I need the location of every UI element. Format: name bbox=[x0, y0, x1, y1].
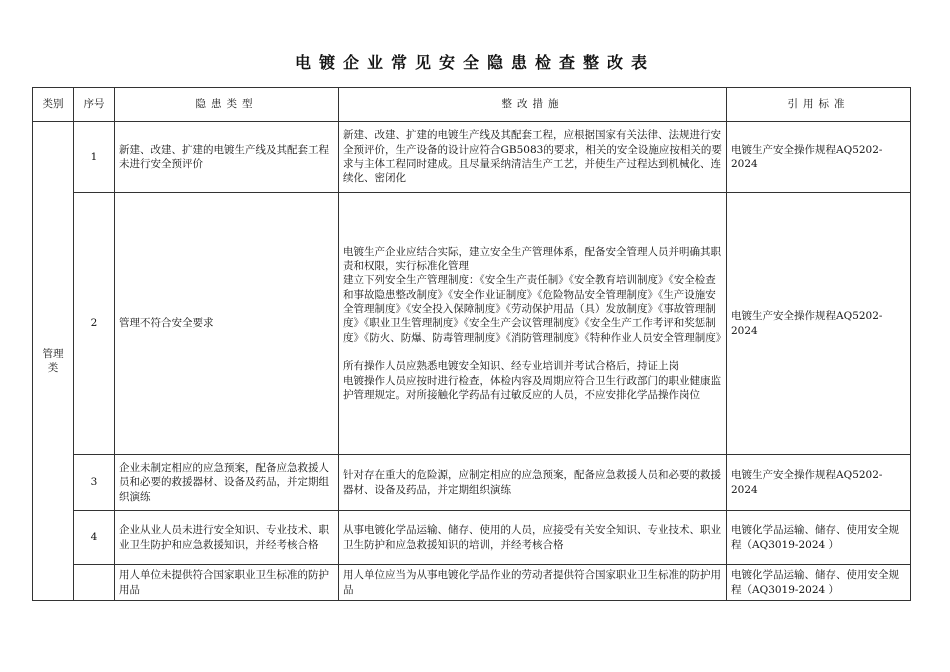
hazard-type: 新建、改建、扩建的电镀生产线及其配套工程未进行安全预评价 bbox=[115, 122, 339, 193]
row-number: 3 bbox=[74, 455, 115, 511]
table-row bbox=[33, 511, 911, 565]
hazard-type: 用人单位未提供符合国家职业卫生标准的防护用品 bbox=[115, 565, 339, 601]
measure-text bbox=[339, 193, 727, 455]
hazard-type: 企业未制定相应的应急预案，配备应急救援人员和必要的救援器材、设备及药品，并定期组织演练 bbox=[115, 455, 339, 511]
row-number bbox=[74, 565, 115, 601]
measure-paragraph: 电镀操作人员应按时进行检查，体检内容及周期应符合卫生行政部门的职业健康监护管理规定。对所接触化学药品有过敏反应的人员，不应安排化学品操作岗位 bbox=[343, 374, 721, 401]
table-row bbox=[33, 565, 911, 601]
table-row bbox=[33, 122, 911, 193]
standard-ref: 电镀生产安全操作规程AQ5202-2024 bbox=[727, 122, 911, 193]
table-row bbox=[33, 193, 911, 455]
page-title: 电镀企业常见安全隐患检查整改表 bbox=[294, 53, 655, 72]
standard-ref: 电镀生产安全操作规程AQ5202-2024 bbox=[727, 455, 911, 511]
header-category: 类别 bbox=[33, 88, 74, 122]
measure-text: 新建、改建、扩建的电镀生产线及其配套工程，应根据国家有关法律、法规进行安全预评价，生产设备的设计应符合GB5083的要求，相关的安全设施应按相关的要求与主体工程同时建成。且尽量采纳清洁生产工艺，并使生产过程达到机械化、连续化、密闭化 bbox=[339, 122, 727, 193]
hazard-table bbox=[32, 87, 911, 601]
header-seq: 序号 bbox=[74, 88, 115, 122]
measure-text: 用人单位应当为从事电镀化学品作业的劳动者提供符合国家职业卫生标准的防护用品 bbox=[339, 565, 727, 601]
row-number: 1 bbox=[74, 122, 115, 193]
row-number: 2 bbox=[74, 193, 115, 455]
hazard-type: 企业从业人员未进行安全知识、专业技术、职业卫生防护和应急救援知识，并经考核合格 bbox=[115, 511, 339, 565]
standard-ref: 电镀化学品运输、储存、使用安全规程（AQ3019-2024 ） bbox=[727, 565, 911, 601]
header-standard: 引用标准 bbox=[727, 88, 911, 122]
row-number: 4 bbox=[74, 511, 115, 565]
measure-text: 针对存在重大的危险源，应制定相应的应急预案，配备应急救援人员和必要的救援器材、设备及药品，并定期组织演练 bbox=[339, 455, 727, 511]
standard-ref: 电镀生产安全操作规程AQ5202-2024 bbox=[727, 193, 911, 455]
hazard-type: 管理不符合安全要求 bbox=[115, 193, 339, 455]
category-cell: 管理类 bbox=[33, 122, 74, 601]
header-measure: 整改措施 bbox=[339, 88, 727, 122]
table-header-row bbox=[33, 88, 911, 122]
measure-paragraph: 电镀生产企业应结合实际，建立安全生产管理体系，配备安全管理人员并明确其职责和权限，实行标准化管理 bbox=[343, 245, 721, 273]
measure-paragraph: 所有操作人员应熟悉电镀安全知识、经专业培训并考试合格后，持证上岗 bbox=[343, 360, 679, 373]
table-row bbox=[33, 455, 911, 511]
measure-text: 从事电镀化学品运输、储存、使用的人员，应接受有关安全知识、专业技术、职业卫生防护和应急救援知识的培训，并经考核合格 bbox=[339, 511, 727, 565]
measure-paragraph: 建立下列安全生产管理制度：《安全生产责任制》《安全教育培训制度》《安全检查和事故隐患整改制度》《安全作业证制度》《危险物品安全管理制度》《生产设施安全管理制度》《安全投入保障制度》《劳动保护用品（具）发放制度》《事故管理制度》《职业卫生管理制度》《安全生产会议管理制度》《安全生产工作考评和奖惩制度》《防火、防爆、防毒管理制度》《消防管理制度》《特种作业人员安全管理制度》 bbox=[343, 274, 727, 344]
header-hazard: 隐患类型 bbox=[115, 88, 339, 122]
standard-ref: 电镀化学品运输、储存、使用安全规程（AQ3019-2024 ） bbox=[727, 511, 911, 565]
